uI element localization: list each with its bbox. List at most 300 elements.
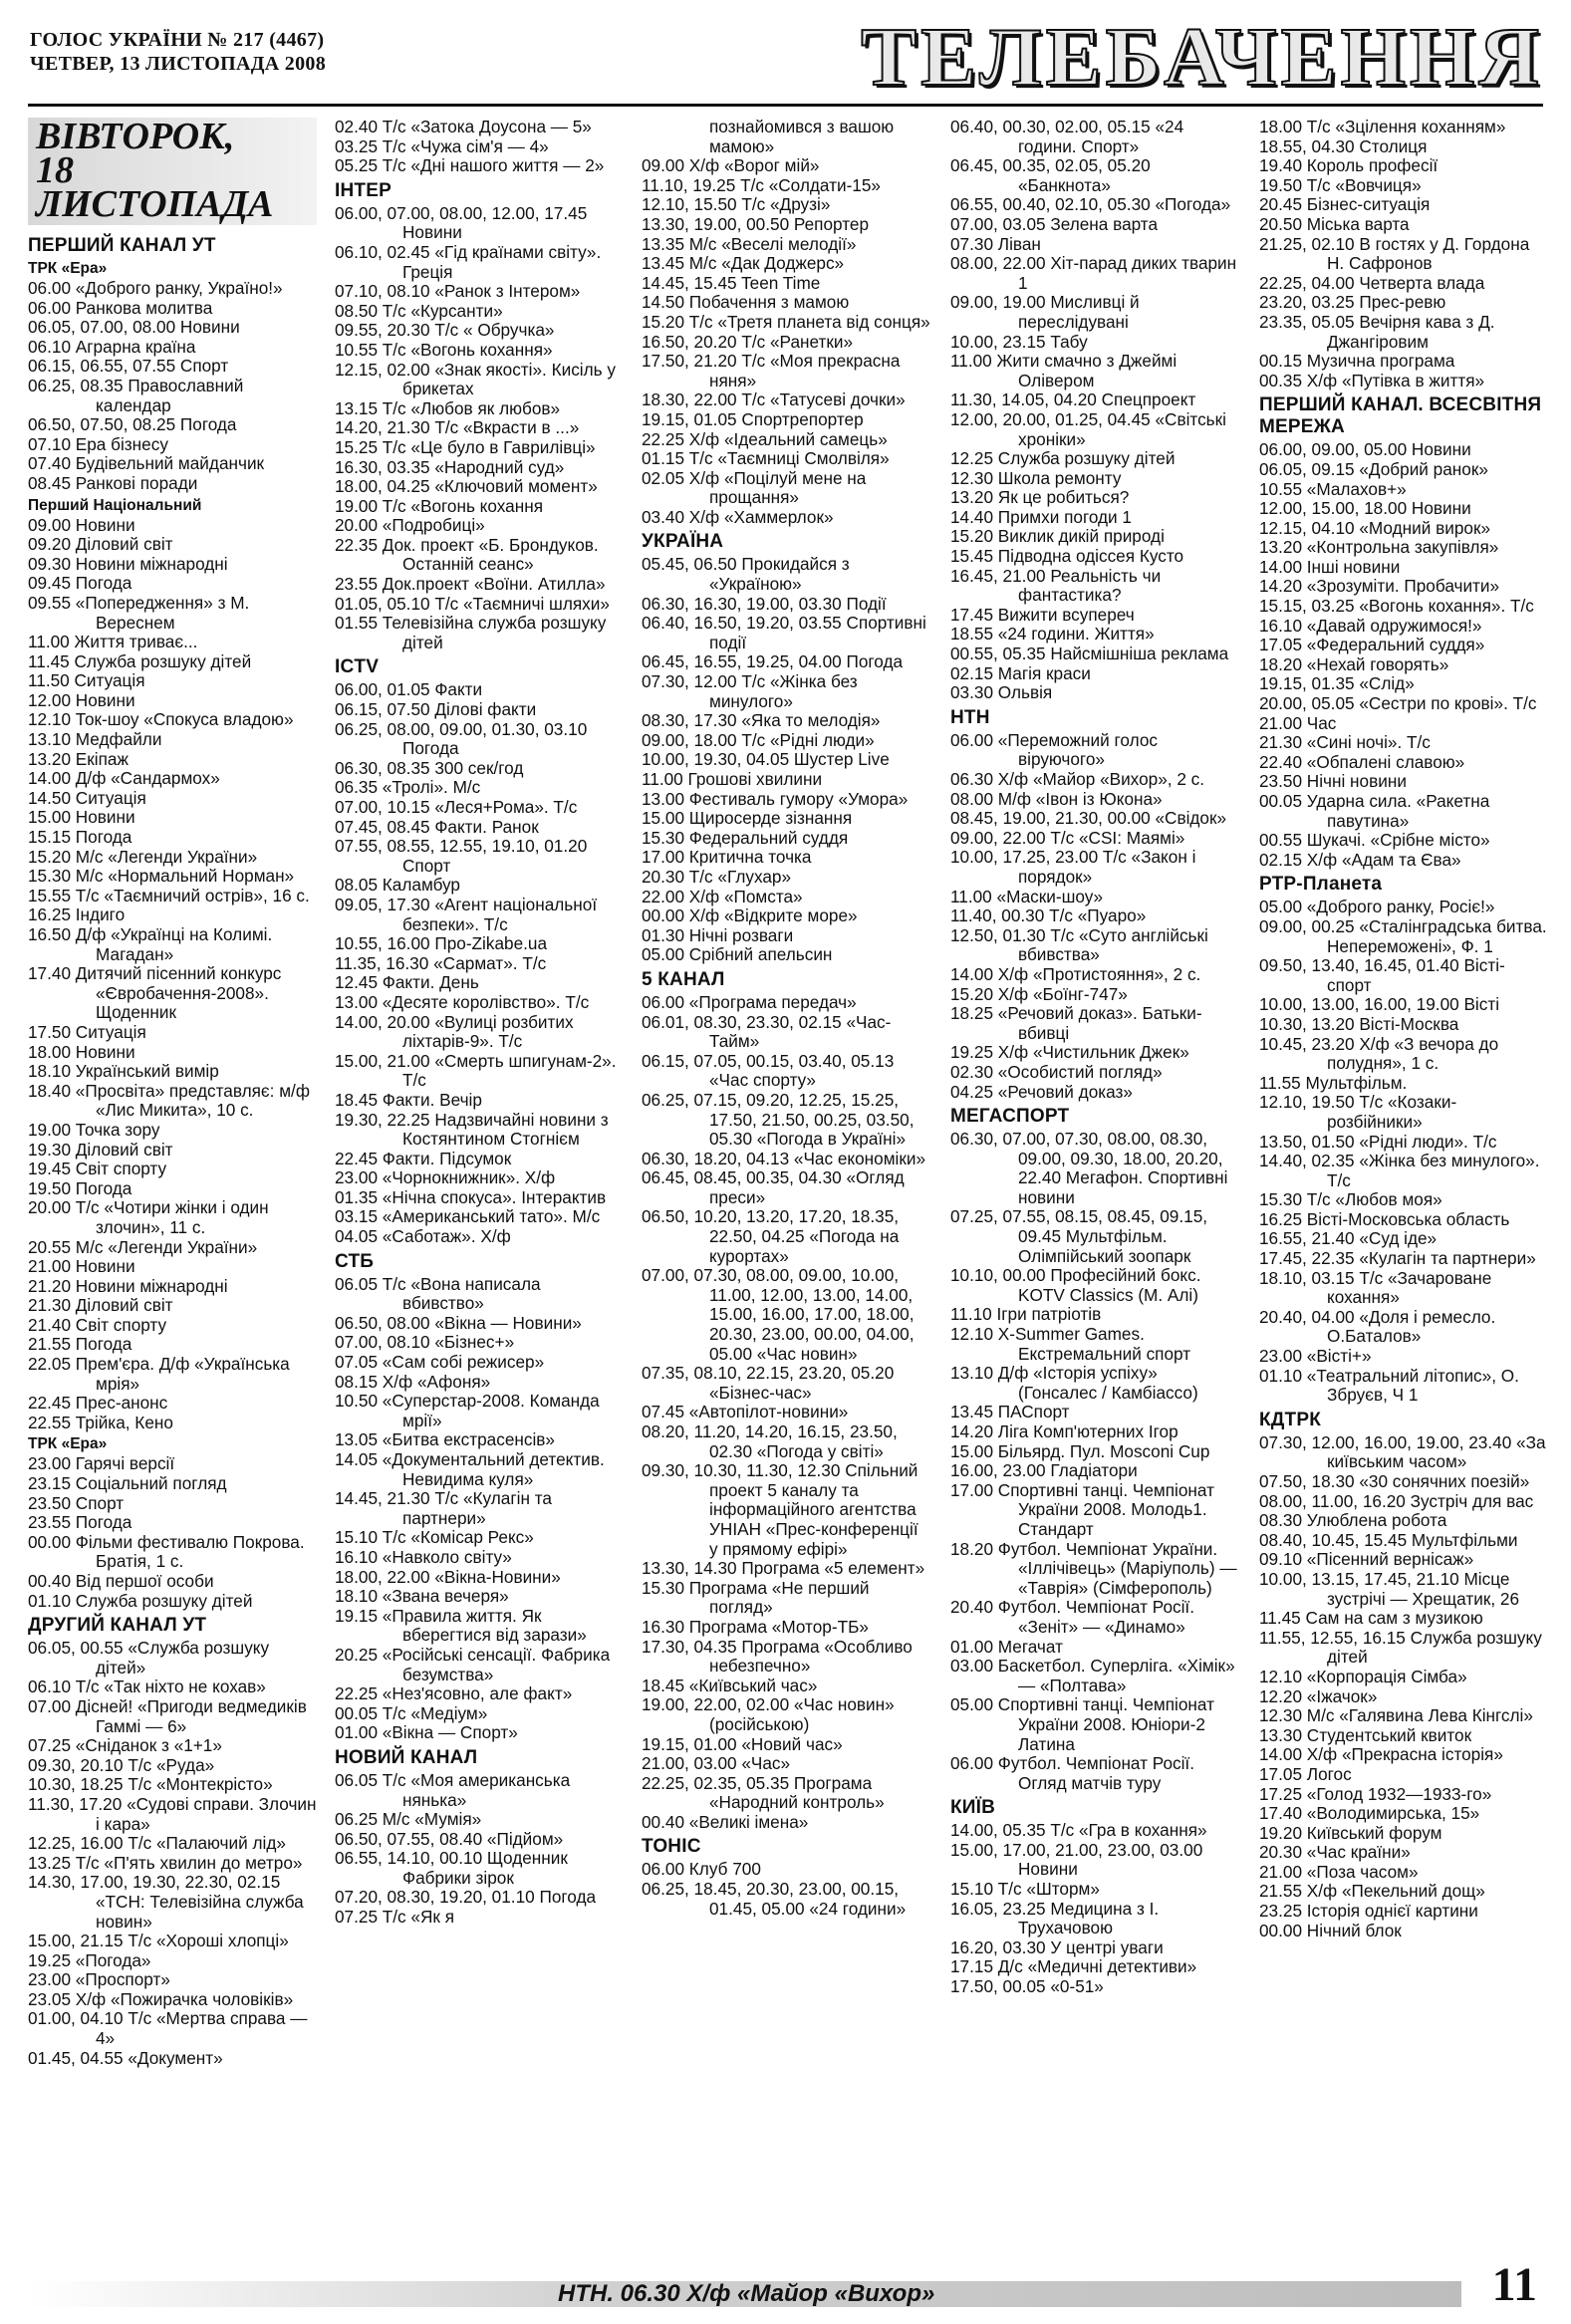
program-entry: 18.25 «Речовий доказ». Батьки-вбивці xyxy=(950,1003,1202,1043)
channel-heading: ПЕРШИЙ КАНАЛ УТ xyxy=(28,235,216,256)
program-entry: 21.30 «Сині ночі». Т/с xyxy=(1259,732,1431,753)
program-entry: 12.45 Факти. День xyxy=(335,972,479,993)
program-entry: 06.30, 07.00, 07.30, 08.00, 08.30, 09.00, 09.30, 18.00, 20.20, 22.40 Мегафон. Спортивні новини xyxy=(950,1129,1228,1207)
program-entry: 07.00 Дісней! «Пригоди ведмедиків Гаммі — 6» xyxy=(28,1695,307,1736)
program-entry: 06.00 Футбол. Чемпіонат Росії. Огляд матчів туру xyxy=(950,1753,1194,1793)
schedule-column-2 xyxy=(335,118,620,2180)
program-entry: 08.20, 11.20, 14.20, 16.15, 23.50, 02.30 «Погода у світі» xyxy=(642,1421,898,1461)
program-entry: 07.10, 08.10 «Ранок з Інтером» xyxy=(335,281,581,302)
program-entry: 07.00, 08.10 «Бізнес+» xyxy=(335,1332,515,1353)
program-entry: 14.30, 17.00, 19.30, 22.30, 02.15 «ТСН: Телевізійна служба новин» xyxy=(28,1872,304,1932)
program-entry: 18.45 «Київський час» xyxy=(642,1675,818,1695)
program-entry: 19.15 «Правила життя. Як вберегтися від зарази» xyxy=(335,1605,587,1646)
channel-heading: 5 КАНАЛ xyxy=(642,968,725,990)
program-entry: 19.50 Т/с «Вовчиця» xyxy=(1259,174,1422,195)
program-entry: 22.40 «Обпалені славою» xyxy=(1259,751,1465,772)
program-entry: 18.10, 03.15 Т/с «Зачароване кохання» xyxy=(1259,1267,1492,1308)
program-entry: 19.25 Х/ф «Чистильник Джек» xyxy=(950,1042,1189,1063)
program-entry: 16.00, 23.00 Гладіатори xyxy=(950,1460,1138,1481)
program-entry: 17.40 «Володимирська, 15» xyxy=(1259,1803,1480,1824)
program-entry: 06.25, 08.00, 09.00, 01.30, 03.10 Погода xyxy=(335,718,588,759)
program-entry: 15.30 М/с «Нормальний Норман» xyxy=(28,866,295,887)
program-entry: 14.00, 05.35 Т/с «Гра в кохання» xyxy=(950,1820,1207,1841)
program-entry: 12.30 М/с «Галявина Лева Кінгслі» xyxy=(1259,1705,1533,1726)
program-entry: 16.25 Індиго xyxy=(28,904,126,925)
program-entry: 06.50, 07.55, 08.40 «Підйом» xyxy=(335,1828,564,1849)
program-entry: 04.05 «Саботаж». Х/ф xyxy=(335,1226,511,1247)
program-entry: 12.10 «Корпорація Сімба» xyxy=(1259,1666,1467,1686)
program-entry: 15.00 Новини xyxy=(28,807,135,828)
program-entry: 08.00, 22.00 Хіт-парад диких тварин 1 xyxy=(950,253,1237,293)
program-entry: 16.25 Вісті-Московська область xyxy=(1259,1208,1510,1229)
program-entry: 06.00 «Переможний голос віруючого» xyxy=(950,729,1158,770)
program-entry: 15.10 Т/с «Шторм» xyxy=(950,1879,1100,1900)
program-entry: 16.10 «Навколо світу» xyxy=(335,1546,512,1567)
issue-info xyxy=(30,28,326,76)
program-entry: 00.40 «Великі імена» xyxy=(642,1811,809,1832)
program-entry: 01.10 «Театральний літопис», О. Збруєв, Ч 1 xyxy=(1259,1365,1519,1406)
program-entry: 12.00, 20.00, 01.25, 04.45 «Світські хроніки» xyxy=(950,408,1226,449)
program-entry: 12.15, 04.10 «Модний вирок» xyxy=(1259,517,1491,538)
page-number: 11 xyxy=(1491,2258,1537,2311)
column-listing xyxy=(28,235,317,2068)
column-listing xyxy=(335,118,620,1928)
program-entry: 15.00 Щиросерде зізнання xyxy=(642,808,853,829)
program-entry: 07.25, 07.55, 08.15, 08.45, 09.15, 09.45 Мультфільм. Олімпійський зоопарк xyxy=(950,1206,1208,1266)
program-entry: 07.00, 07.30, 08.00, 09.00, 10.00, 11.00, 12.00, 13.00, 14.00, 15.00, 16.00, 17.00, 18.00, 20.30, 23.00, 00.00, 04.00, 05.00 «Час новин» xyxy=(642,1265,915,1364)
program-entry: 12.00 Новини xyxy=(28,689,135,710)
program-entry: 07.45 «Автопілот-новини» xyxy=(642,1402,849,1422)
program-entry: 23.50 Спорт xyxy=(28,1492,125,1513)
channel-heading: ICTV xyxy=(335,656,380,678)
program-entry: 15.10 Т/с «Комісар Рекс» xyxy=(335,1527,534,1548)
program-entry: 15.00, 21.15 Т/с «Хороші хлопці» xyxy=(28,1931,289,1951)
program-entry: 01.00, 04.10 Т/с «Мертва справа — 4» xyxy=(28,2008,308,2049)
program-entry: 18.00 Т/с «Зцілення коханням» xyxy=(1259,118,1506,136)
program-entry: 12.00, 15.00, 18.00 Новини xyxy=(1259,498,1471,519)
program-entry: 15.45 Підводна одіссея Кусто xyxy=(950,546,1184,567)
broadcaster-subheading: ТРК «Ера» xyxy=(28,260,108,277)
program-entry: 17.50, 21.20 Т/с «Моя прекрасна няня» xyxy=(642,351,901,390)
program-entry: 21.30 Діловий світ xyxy=(28,1295,173,1316)
program-entry: 06.30, 16.30, 19.00, 03.30 Події xyxy=(642,593,887,614)
program-entry: 10.55 «Малахов+» xyxy=(1259,478,1407,499)
program-entry: 01.00 «Вікна — Спорт» xyxy=(335,1722,518,1743)
program-entry: 10.00, 23.15 Табу xyxy=(950,331,1088,352)
program-entry: 11.40, 00.30 Т/с «Пуаро» xyxy=(950,905,1147,926)
program-entry: 11.30, 17.20 «Судові справи. Злочин і кара» xyxy=(28,1793,317,1834)
program-entry: 02.15 Х/ф «Адам та Єва» xyxy=(1259,849,1461,870)
schedule-column-4 xyxy=(950,118,1239,2180)
program-entry: 15.25 Т/с «Це було в Гаврилівці» xyxy=(335,436,596,457)
program-entry: 00.05 Т/с «Медіум» xyxy=(335,1702,488,1723)
day-heading-box xyxy=(28,118,317,225)
program-entry: 14.20, 21.30 Т/с «Вкрасти в ...» xyxy=(335,417,580,438)
program-entry: 02.15 Магія краси xyxy=(950,662,1091,683)
program-entry: 18.00, 22.00 «Вікна-Новини» xyxy=(335,1566,561,1587)
channel-heading: МЕГАСПОРТ xyxy=(950,1106,1070,1128)
program-entry: 13.30, 14.30 Програма «5 елемент» xyxy=(642,1558,925,1579)
program-entry: 19.25 «Погода» xyxy=(28,1949,151,1970)
program-entry: 22.35 Док. проект «Б. Брондуков. Останній сеанс» xyxy=(335,534,599,575)
program-entry: 18.10 «Звана вечеря» xyxy=(335,1586,509,1607)
program-entry: 01.05, 05.10 Т/с «Таємничі шляхи» xyxy=(335,593,610,614)
program-entry: 00.15 Музична програма xyxy=(1259,351,1455,372)
program-entry: 20.00 Т/с «Чотири жінки і один злочин», 11 с. xyxy=(28,1197,269,1237)
program-entry: 17.00 Критична точка xyxy=(642,847,812,868)
program-entry: 14.00 Д/ф «Сандармох» xyxy=(28,768,220,789)
program-entry: 15.00, 21.00 «Смерть шпигунам-2». Т/с xyxy=(335,1050,617,1091)
program-entry: 08.05 Каламбур xyxy=(335,875,460,896)
program-entry: 03.30 Ольвія xyxy=(950,682,1053,703)
program-entry: 09.00 Новини xyxy=(28,514,135,535)
program-entry: 22.45 Факти. Підсумок xyxy=(335,1148,512,1168)
program-entry: 06.05 Т/с «Вона написала вбивство» xyxy=(335,1273,541,1314)
program-entry: 04.25 «Речовий доказ» xyxy=(950,1081,1133,1102)
program-entry: 05.00 Срібний апельсин xyxy=(642,944,833,965)
program-entry: 07.30, 12.00 Т/с «Жінка без минулого» xyxy=(642,671,858,711)
program-entry: 22.25, 04.00 Четверта влада xyxy=(1259,272,1485,293)
column-listing xyxy=(642,118,930,1919)
program-entry: 06.00 «Доброго ранку, Україно!» xyxy=(28,278,283,298)
program-entry: 06.45, 08.45, 00.35, 04.30 «Огляд преси» xyxy=(642,1167,905,1207)
program-entry: 14.00, 20.00 «Вулиці розбитих ліхтарів-9». Т/с xyxy=(335,1011,574,1052)
program-entry: 15.15, 03.25 «Вогонь кохання». Т/с xyxy=(1259,596,1534,617)
program-entry: 15.20 Т/с «Третя планета від сонця» xyxy=(642,311,930,332)
program-entry: 11.00 «Маски-шоу» xyxy=(950,886,1104,906)
program-entry: 10.55 Т/с «Вогонь кохання» xyxy=(335,339,553,360)
program-entry: 17.25 «Голод 1932—1933-го» xyxy=(1259,1783,1492,1804)
program-entry: 19.30 Діловий світ xyxy=(28,1139,173,1160)
program-entry: 01.55 Телевізійна служба розшуку дітей xyxy=(335,613,607,652)
program-entry: 13.00 Фестиваль гумору «Умора» xyxy=(642,788,909,809)
program-entry: 00.00 Х/ф «Відкрите море» xyxy=(642,905,858,926)
program-entry: 01.30 Нічні розваги xyxy=(642,924,794,945)
program-entry: 15.20 М/с «Легенди України» xyxy=(28,846,258,867)
program-entry: 03.25 Т/с «Чужа сім'я — 4» xyxy=(335,135,549,156)
program-entry: 23.55 Погода xyxy=(28,1512,132,1533)
program-entry: 19.20 Київський форум xyxy=(1259,1822,1442,1843)
program-entry: 23.00 «Вісті+» xyxy=(1259,1346,1372,1367)
program-entry: 08.50 Т/с «Курсанти» xyxy=(335,300,503,321)
program-entry: 14.20 «Зрозуміти. Пробачити» xyxy=(1259,576,1500,597)
program-entry: 21.00 Час xyxy=(1259,712,1337,733)
program-entry: 19.00, 22.00, 02.00 «Час новин» (російською) xyxy=(642,1694,895,1734)
program-entry: 14.45, 15.45 Teen Time xyxy=(642,272,821,293)
channel-heading: ІНТЕР xyxy=(335,179,392,201)
issue-number: ГОЛОС УКРАЇНИ № 217 (4467) xyxy=(30,29,325,51)
program-entry: 21.00 «Поза часом» xyxy=(1259,1861,1419,1882)
channel-heading: НОВИЙ КАНАЛ xyxy=(335,1746,478,1768)
program-entry: 13.10 Д/ф «Історія успіху» (Гонсалес / Камбіассо) xyxy=(950,1363,1198,1403)
program-entry: 17.45, 22.35 «Кулагін та партнери» xyxy=(1259,1248,1536,1269)
program-entry: 20.50 Міська варта xyxy=(1259,213,1410,234)
program-entry: 00.40 Від першої особи xyxy=(28,1571,214,1591)
program-entry: 19.15, 01.00 «Новий час» xyxy=(642,1733,843,1754)
program-entry: 06.40, 00.30, 02.00, 05.15 «24 години. Спорт» xyxy=(950,118,1184,156)
program-entry: 10.30, 13.20 Вісті-Москва xyxy=(1259,1013,1459,1034)
schedule-column-1 xyxy=(28,118,317,2180)
program-entry: 08.30, 17.30 «Яка то мелодія» xyxy=(642,710,881,731)
program-entry: 11.00 Грошові хвилини xyxy=(642,769,823,789)
program-entry: 20.40, 04.00 «Доля і ремесло. О.Баталов» xyxy=(1259,1306,1496,1347)
program-entry: 07.45, 08.45 Факти. Ранок xyxy=(335,816,539,837)
channel-heading: ПЕРШИЙ КАНАЛ. ВСЕСВІТНЯ МЕРЕЖА xyxy=(1259,394,1542,438)
program-entry: 09.55 «Попередження» з М. Вереснем xyxy=(28,592,250,633)
program-entry: 15.00, 17.00, 21.00, 23.00, 03.00 Новини xyxy=(950,1839,1203,1880)
program-entry: 10.45, 23.20 Х/ф «З вечора до полудня», 1 с. xyxy=(1259,1033,1499,1074)
program-entry: 06.00 Клуб 700 xyxy=(642,1859,761,1880)
program-entry: 01.15 Т/с «Таємниці Смолвіля» xyxy=(642,448,890,469)
program-entry: 07.30 Ліван xyxy=(950,233,1041,254)
program-entry: 14.20 Ліга Комп'ютерних Ігор xyxy=(950,1421,1178,1441)
program-entry: 18.10 Український вимір xyxy=(28,1061,219,1082)
program-entry: 09.30 Новини міжнародні xyxy=(28,553,228,574)
program-entry: 20.30 Т/с «Глухар» xyxy=(642,866,792,887)
program-entry: 07.05 «Сам собі режисер» xyxy=(335,1352,545,1373)
program-entry: 08.15 Х/ф «Афоня» xyxy=(335,1371,491,1392)
program-entry: 11.10, 19.25 Т/с «Солдати-15» xyxy=(642,174,881,195)
program-entry: 06.15, 07.05, 00.15, 03.40, 05.13 «Час спорту» xyxy=(642,1050,895,1091)
footer-promo: НТН. 06.30 Х/ф «Майор «Вихор» xyxy=(558,2280,935,2307)
program-entry: 18.55, 04.30 Столиця xyxy=(1259,135,1428,156)
program-entry: 10.00, 17.25, 23.00 Т/с «Закон і порядок» xyxy=(950,847,1196,887)
program-entry: 16.50 Д/ф «Українці на Колимі. Магадан» xyxy=(28,924,273,964)
program-entry: 23.15 Соціальний погляд xyxy=(28,1473,227,1494)
channel-heading: СТБ xyxy=(335,1250,375,1272)
program-entry: 21.40 Світ спорту xyxy=(28,1314,167,1335)
program-entry: 09.50, 13.40, 16.45, 01.40 Вісті-спорт xyxy=(1259,955,1505,995)
program-entry: 16.20, 03.30 У центрі уваги xyxy=(950,1937,1164,1957)
program-entry: 10.00, 19.30, 04.05 Шустер Live xyxy=(642,749,890,770)
program-entry: 11.55 Мультфільм. xyxy=(1259,1072,1408,1093)
program-entry: 22.05 Прем'єра. Д/ф «Українська мрія» xyxy=(28,1354,290,1394)
program-entry: 05.00 «Доброго ранку, Росіє!» xyxy=(1259,897,1495,917)
program-entry: 10.10, 00.00 Професійний бокс. KOTV Classics (М. Алі) xyxy=(950,1265,1201,1305)
program-entry: 01.45, 04.55 «Документ» xyxy=(28,2047,223,2068)
program-entry: 15.15 Погода xyxy=(28,827,132,848)
schedule-column-5 xyxy=(1259,118,1548,2180)
program-entry: 17.50, 00.05 «0-51» xyxy=(950,1976,1104,1997)
program-entry: 06.25, 18.45, 20.30, 23.00, 00.15, 01.45, 05.00 «24 години» xyxy=(642,1879,907,1919)
program-entry: 22.00 Х/ф «Помста» xyxy=(642,886,803,906)
column-listing xyxy=(1259,118,1548,1940)
program-entry: 11.00 Життя триває... xyxy=(28,632,198,652)
program-entry: 13.10 Медфайли xyxy=(28,729,162,750)
program-entry: 23.00 «Проспорт» xyxy=(28,1969,170,1990)
program-entry: 08.00 М/ф «Івон із Юкона» xyxy=(950,788,1163,809)
channel-heading: УКРАЇНА xyxy=(642,531,724,553)
program-entry: 13.30 Студентський квиток xyxy=(1259,1724,1472,1745)
program-entry: 10.00, 13.00, 16.00, 19.00 Вісті xyxy=(1259,994,1500,1015)
program-entry: 09.45 Погода xyxy=(28,573,132,594)
program-entry: 13.25 Т/с «П'ять хвилин до метро» xyxy=(28,1852,303,1873)
program-entry: 05.00 Спортивні танці. Чемпіонат України 2008. Юніори-2 Латина xyxy=(950,1694,1214,1754)
program-entry: 16.45, 21.00 Реальність чи фантастика? xyxy=(950,565,1162,606)
program-entry: 06.25, 08.35 Православний календар xyxy=(28,375,244,415)
program-entry: 13.00 «Десяте королівство». Т/с xyxy=(335,991,590,1012)
program-entry: 06.15, 07.50 Ділові факти xyxy=(335,699,537,720)
program-entry: 15.00 Більярд. Пул. Mosconi Cup xyxy=(950,1440,1210,1461)
column-listing xyxy=(950,118,1239,1997)
program-entry: 20.40 Футбол. Чемпіонат Росії. «Зеніт» — «Динамо» xyxy=(950,1597,1194,1637)
channel-heading: ДРУГИЙ КАНАЛ УТ xyxy=(28,1615,207,1637)
program-entry: 23.50 Нічні новини xyxy=(1259,771,1407,792)
program-entry: 06.00, 01.05 Факти xyxy=(335,679,483,700)
program-entry: 09.30, 10.30, 11.30, 12.30 Спільний проект 5 каналу та інформаційного агентства УНІАН «Прес-конференції у прямому ефірі» xyxy=(642,1460,918,1559)
program-entry: 02.05 Х/ф «Поцілуй мене на прощання» xyxy=(642,467,867,508)
program-entry: 20.45 Бізнес-ситуація xyxy=(1259,194,1431,215)
program-entry: 09.30, 20.10 Т/с «Руда» xyxy=(28,1754,215,1775)
program-entry: 03.40 Х/ф «Хаммерлок» xyxy=(642,506,834,527)
program-entry: 12.10 Ток-шоу «Спокуса владою» xyxy=(28,709,294,730)
section-title: ТЕЛЕБАЧЕННЯ xyxy=(861,11,1543,104)
program-entry: 09.20 Діловий світ xyxy=(28,534,173,555)
issue-date: ЧЕТВЕР, 13 ЛИСТОПАДА 2008 xyxy=(30,53,326,75)
program-entry: 07.10 Ера бізнесу xyxy=(28,433,168,454)
program-entry: 06.00, 09.00, 05.00 Новини xyxy=(1259,439,1471,460)
program-entry: 21.55 Х/ф «Пекельний дощ» xyxy=(1259,1881,1485,1902)
program-entry: 17.15 Д/с «Медичні детективи» xyxy=(950,1956,1197,1977)
program-entry: 09.10 «Пісенний вернісаж» xyxy=(1259,1549,1474,1570)
program-entry: 06.50, 07.50, 08.25 Погода xyxy=(28,414,237,435)
program-entry: 17.40 Дитячий пісенний конкурс «Євробачення-2008». Щоденник xyxy=(28,963,282,1023)
program-entry: 09.55, 20.30 Т/с « Обручка» xyxy=(335,320,555,341)
program-entry: 11.55, 12.55, 16.15 Служба розшуку дітей xyxy=(1259,1627,1542,1668)
program-entry: 09.00, 00.25 «Сталінградська битва. Непереможені», Ф. 1 xyxy=(1259,915,1547,956)
program-entry: 06.00, 07.00, 08.00, 12.00, 17.45 Новини xyxy=(335,202,588,243)
program-entry: 05.45, 06.50 Прокидайся з «Україною» xyxy=(642,554,850,595)
program-entry: 06.10, 02.45 «Гід країнами світу». Греція xyxy=(335,241,602,282)
program-entry: 15.20 Х/ф «Боїнг-747» xyxy=(950,983,1128,1004)
channel-heading: НТН xyxy=(950,706,990,728)
program-entry: 12.10, 15.50 Т/с «Друзі» xyxy=(642,194,831,215)
program-entry: 19.30, 22.25 Надзвичайні новини з Костянтином Стогнієм xyxy=(335,1109,609,1150)
program-entry: 14.45, 21.30 Т/с «Кулагін та партнери» xyxy=(335,1488,552,1528)
program-entry: 07.35, 08.10, 22.15, 23.20, 05.20 «Бізнес-час» xyxy=(642,1363,895,1403)
program-entry: 00.00 Нічний блок xyxy=(1259,1920,1402,1940)
program-entry: 09.00, 18.00 Т/с «Рідні люди» xyxy=(642,729,875,750)
program-entry: 06.35 «Тролі». М/с xyxy=(335,777,481,798)
program-entry: 02.30 «Особистий погляд» xyxy=(950,1061,1163,1082)
program-entry: 13.50, 01.50 «Рідні люди». Т/с xyxy=(1259,1131,1497,1152)
program-entry: 07.25 Т/с «Як я xyxy=(335,1907,455,1928)
program-entry: 18.55 «24 години. Життя» xyxy=(950,624,1155,645)
program-entry: 11.10 Ігри патріотів xyxy=(950,1304,1102,1325)
program-entry: 14.05 «Документальний детектив. Невидима куля» xyxy=(335,1449,605,1489)
program-entry: 12.50, 01.30 Т/с «Суто англійські вбивства» xyxy=(950,924,1208,965)
program-entry: 18.45 Факти. Вечір xyxy=(335,1089,482,1110)
program-entry: 00.35 Х/ф «Путівка в життя» xyxy=(1259,370,1485,390)
program-entry: 00.55 Шукачі. «Срібне місто» xyxy=(1259,830,1490,851)
program-entry: 06.55, 00.40, 02.10, 05.30 «Погода» xyxy=(950,194,1231,215)
program-entry: 09.05, 17.30 «Агент національної безпеки». Т/с xyxy=(335,894,598,934)
program-entry: 02.40 Т/с «Затока Доусона — 5» xyxy=(335,118,592,136)
program-entry: 07.55, 08.55, 12.55, 19.10, 01.20 Спорт xyxy=(335,836,588,876)
program-entry: 11.50 Ситуація xyxy=(28,670,145,691)
program-entry: 17.05 Логос xyxy=(1259,1763,1352,1784)
program-entry: 06.40, 16.50, 19.20, 03.55 Спортивні події xyxy=(642,613,926,652)
program-entry: 12.10, 19.50 Т/с «Козаки-розбійники» xyxy=(1259,1092,1457,1132)
program-entry: 21.00 Новини xyxy=(28,1256,135,1277)
program-entry: 22.25 «Нез'ясовно, але факт» xyxy=(335,1683,573,1704)
program-entry: 05.25 Т/с «Дні нашого життя — 2» xyxy=(335,155,605,176)
program-entry: 06.15, 06.55, 07.55 Спорт xyxy=(28,356,229,377)
program-entry: 12.15, 02.00 «Знак якості». Кисіль у брикетах xyxy=(335,359,616,399)
program-entry: 06.30, 18.20, 04.13 «Час економіки» xyxy=(642,1148,926,1168)
program-entry: 10.50 «Суперстар-2008. Команда мрії» xyxy=(335,1391,600,1430)
program-entry: 13.45 М/с «Дак Доджерс» xyxy=(642,253,845,274)
program-entry: 09.00, 19.00 Мисливці й переслідувані xyxy=(950,292,1140,332)
program-entry: 19.15, 01.35 «Слід» xyxy=(1259,673,1415,694)
program-entry: 11.30, 14.05, 04.20 Спецпроект xyxy=(950,389,1196,410)
program-entry: 20.25 «Російські сенсації. Фабрика безумства» xyxy=(335,1644,611,1684)
program-entry: 17.00 Спортивні танці. Чемпіонат України 2008. Молодь1. Стандарт xyxy=(950,1479,1214,1539)
program-entry: 09.00 Х/ф «Ворог мій» xyxy=(642,155,820,176)
program-entry: 19.45 Світ спорту xyxy=(28,1159,167,1179)
program-entry: 06.00 Ранкова молитва xyxy=(28,297,213,318)
program-entry: 06.45, 16.55, 19.25, 04.00 Погода xyxy=(642,651,904,672)
header-divider xyxy=(28,104,1543,107)
program-entry: 06.10 Аграрна країна xyxy=(28,336,196,357)
program-entry: 11.35, 16.30 «Сармат». Т/с xyxy=(335,952,547,973)
program-entry: 18.20 Футбол. Чемпіонат України. «Іллічівець» (Маріуполь) — «Таврія» (Сімферополь) xyxy=(950,1538,1237,1598)
program-entry: 16.30, 03.35 «Народний суд» xyxy=(335,456,565,477)
program-entry: 20.00 «Подробиці» xyxy=(335,515,485,536)
program-entry: 23.20, 03.25 Прес-ревю xyxy=(1259,292,1446,313)
broadcaster-subheading: Перший Національний xyxy=(28,496,202,514)
program-entry: 06.00 «Програма передач» xyxy=(642,991,857,1012)
program-entry: 16.55, 21.40 «Суд іде» xyxy=(1259,1228,1438,1249)
program-entry: 13.15 Т/с «Любов як любов» xyxy=(335,397,561,418)
program-entry: 13.30, 19.00, 00.50 Репортер xyxy=(642,213,870,234)
program-entry: 14.00 Х/ф «Протистояння», 2 с. xyxy=(950,963,1201,984)
program-entry: 11.45 Сам на сам з музикою xyxy=(1259,1608,1483,1629)
program-entry: 06.05, 09.15 «Добрий ранок» xyxy=(1259,458,1488,479)
program-entry: 16.10 «Давай одружимося!» xyxy=(1259,615,1482,636)
program-entry: 07.50, 18.30 «30 сонячних поезій» xyxy=(1259,1471,1530,1491)
program-entry: 19.00 Т/с «Вогонь кохання xyxy=(335,495,544,516)
program-entry: 23.25 Історія однієї картини xyxy=(1259,1901,1478,1922)
program-entry: 12.30 Школа ремонту xyxy=(950,467,1122,488)
program-entry: 08.30 Улюблена робота xyxy=(1259,1510,1447,1531)
program-entry: 07.40 Будівельний майданчик xyxy=(28,453,265,474)
program-entry: 13.20 «Контрольна закупівля» xyxy=(1259,537,1499,558)
program-entry: 14.00 Інші новини xyxy=(1259,556,1401,577)
program-entry: 23.00 Гарячі версії xyxy=(28,1453,175,1474)
program-entry: 06.01, 08.30, 23.30, 02.15 «Час-Тайм» xyxy=(642,1011,892,1052)
program-entry: 19.00 Точка зору xyxy=(28,1119,160,1140)
program-entry: 16.50, 20.20 Т/с «Ранетки» xyxy=(642,331,854,352)
program-entry: 06.45, 00.35, 02.05, 05.20 «Банкнота» xyxy=(950,155,1151,195)
program-entry: 14.50 Побачення з мамою xyxy=(642,292,850,313)
program-entry: 07.00, 10.15 «Леся+Рома». Т/с xyxy=(335,797,578,817)
program-entry: 22.25 Х/ф «Ідеальний самець» xyxy=(642,428,888,449)
schedule-column-3 xyxy=(642,118,930,2180)
program-entry: 22.55 Трійка, Кено xyxy=(28,1412,173,1432)
program-entry: 19.15, 01.05 Спортрепортер xyxy=(642,408,864,429)
program-entry: 19.40 Король професії xyxy=(1259,155,1439,176)
program-entry: 06.30 Х/ф «Майор «Вихор», 2 с. xyxy=(950,769,1205,789)
program-entry: 06.55, 14.10, 00.10 Щоденник Фабрики зірок xyxy=(335,1848,568,1888)
program-entry: 18.40 «Просвіта» представляє: м/ф «Лис Микита», 10 с. xyxy=(28,1080,310,1121)
program-entry: 07.00, 03.05 Зелена варта xyxy=(950,213,1159,234)
program-entry: 23.35, 05.05 Вечірня кава з Д. Джангіровим xyxy=(1259,311,1495,352)
program-entry: 18.00 Новини xyxy=(28,1041,135,1062)
program-entry: 13.45 ПАСпорт xyxy=(950,1402,1070,1422)
program-entry: 01.00 Мегачат xyxy=(950,1636,1063,1657)
program-entry: 00.55, 05.35 Найсмішніша реклама xyxy=(950,644,1229,664)
